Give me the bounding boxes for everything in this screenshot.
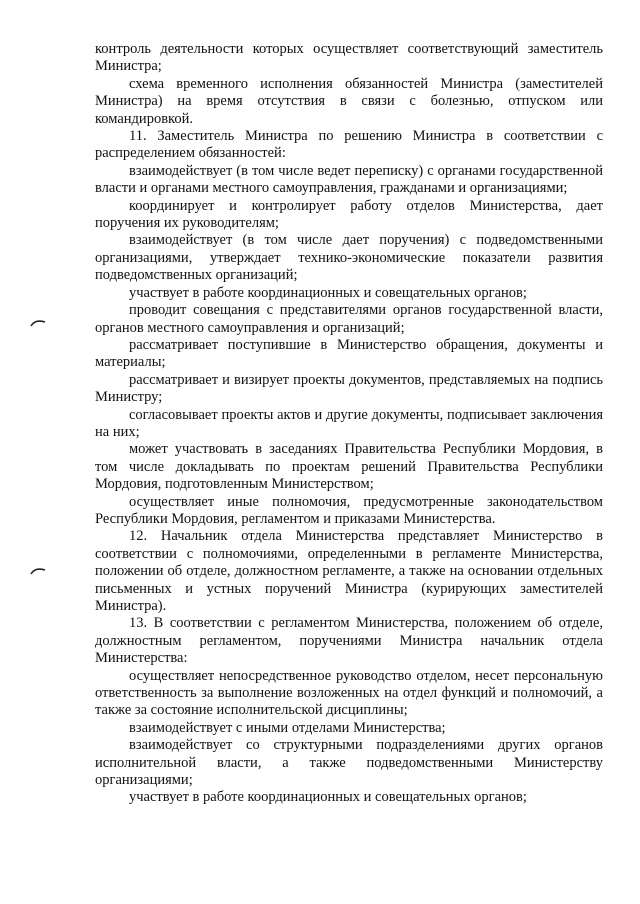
paragraph: может участвовать в заседаниях Правительства Республики Мордовия, в том числе докладывать по проектам решений Правительства Республики Мордовия, подготовленным Министерством; [95, 441, 603, 493]
paragraph: участвует в работе координационных и совещательных органов; [129, 789, 527, 806]
scan-mark [30, 318, 46, 328]
paragraph: взаимодействует (в том числе ведет переписку) с органами государственной власти и органами местного самоуправления, гражданами и организациями; [95, 162, 603, 197]
paragraph: рассматривает и визирует проекты документов, представляемых на подпись Министру; [95, 371, 603, 406]
paragraph: взаимодействует со структурными подразделениями других органов исполнительной власти, а также подведомственными Министерству организациями; [95, 737, 603, 789]
paragraph: проводит совещания с представителями органов государственной власти, органов местного самоуправления и организаций; [95, 302, 603, 336]
scan-mark [30, 566, 46, 576]
paragraph: осуществляет иные полномочия, предусмотренные законодательством Республики Мордовия, регламентом и приказами Министерства. [95, 493, 603, 527]
paragraph-continuation: контроль деятельности которых осуществляет соответствующий заместитель Министра; [95, 41, 603, 75]
paragraph: осуществляет непосредственное руководство отделом, несет персональную ответственность за выполнение возложенных на отдел функций и полномочий, а также за состояние исполнительской дисциплины; [95, 667, 603, 719]
document-body [95, 41, 603, 807]
paragraph-clause-11: 11. Заместитель Министра по решению Министра в соответствии с распределением обязанностей: [95, 128, 603, 162]
paragraph: взаимодействует (в том числе дает поручения) с подведомственными организациями, утверждает технико-экономические показатели развития подведомственных организаций; [95, 232, 603, 284]
paragraph: координирует и контролирует работу отделов Министерства, дает поручения их руководителям; [95, 197, 603, 232]
paragraph: рассматривает поступившие в Министерство обращения, документы и материалы; [95, 336, 603, 371]
paragraph: схема временного исполнения обязанностей Министра (заместителей Министра) на время отсутствия в связи с болезнью, отпуском или командировкой. [95, 75, 603, 127]
paragraph: взаимодействует с иными отделами Министерства; [129, 719, 446, 736]
paragraph: согласовывает проекты актов и другие документы, подписывает заключения на них; [95, 406, 603, 440]
paragraph-clause-12: 12. Начальник отдела Министерства представляет Министерство в соответствии с полномочиями, определенными в регламенте Министерства, положении об отделе, должностном регламенте, а также на основании отдельных письменных и устных поручений Министра (курирующих заместителей Министра). [95, 528, 603, 614]
paragraph: участвует в работе координационных и совещательных органов; [129, 284, 527, 301]
paragraph-clause-13: 13. В соответствии с регламентом Министерства, положением об отделе, должностным регламентом, поручениями Министра начальник отдела Министерства: [95, 615, 603, 667]
